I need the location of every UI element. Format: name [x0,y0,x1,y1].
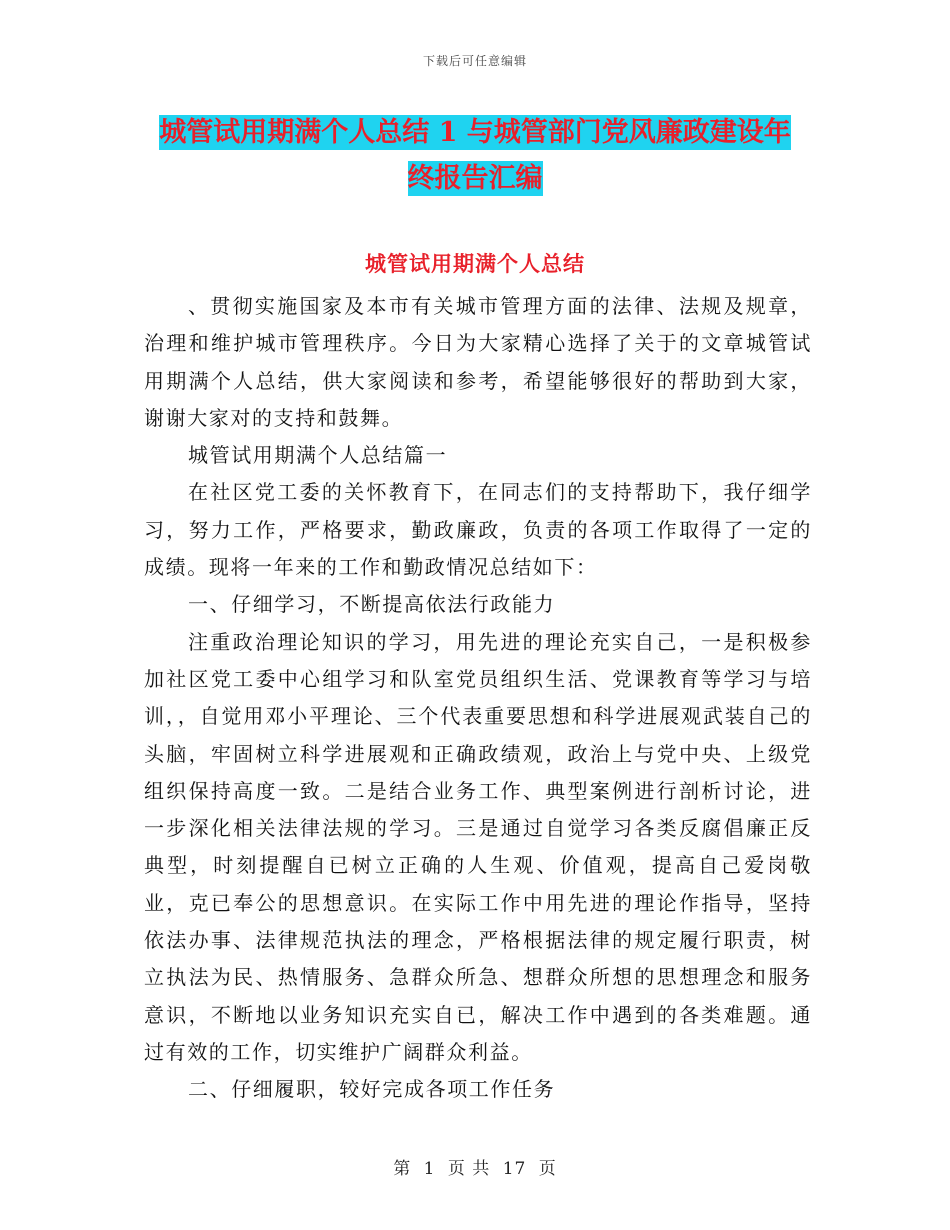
document-body [144,288,812,1109]
footer-middle: 页 共 [447,1159,491,1179]
paragraph-heading-study: 一、仔细学习，不断提高依法行政能力 [188,592,556,617]
paragraph-subheading-part-one: 城管试用期满个人总结篇一 [188,443,448,468]
section-title: 城管试用期满个人总结 [365,251,585,276]
document-title-line-2: 终报告汇编 [407,163,543,194]
page-footer [0,1154,950,1179]
footer-total-pages: 17 [502,1159,527,1179]
paragraph-overview: 在社区党工委的关怀教育下，在同志们的支持帮助下，我仔细学习，努力工作，严格要求，勤政廉政，负责的各项工作取得了一定的成绩。现将一年来的工作和勤政情况总结如下： [144,480,812,580]
document-title [140,110,810,202]
paragraph-study-details: 注重政治理论知识的学习，用先进的理论充实自己，一是积极参加社区党工委中心组学习和队室党员组织生活、党课教育等学习与培训，，自觉用邓小平理论、三个代表重要思想和科学进展观武装自己的头脑，牢固树立科学进展观和正确政绩观，政治上与党中央、上级党组织保持高度一致。二是结合业务工作、典型案例进行剖析讨论，进一步深化相关法律法规的学习。三是通过自觉学习各类反腐倡廉正反典型，时刻提醒自已树立正确的人生观、价值观，提高自己爱岗敬业，克已奉公的思想意识。在实际工作中用先进的理论作指导，坚持依法办事、法律规范执法的理念，严格根据法律的规定履行职责，树立执法为民、热情服务、急群众所急、想群众所想的思想理念和服务意识，不断地以业务知识充实自已，解决工作中遇到的各类难题。通过有效的工作，切实维护广阔群众利益。 [144,629,812,1064]
footer-prefix: 第 [393,1159,412,1179]
document-title-line-1: 城管试用期满个人总结 1 与城管部门党风廉政建设年 [159,117,791,148]
paragraph-intro: 、贯彻实施国家及本市有关城市管理方面的法律、法规及规章，治理和维护城市管理秩序。今日为大家精心选择了关于的文章城管试用期满个人总结，供大家阅读和参考，希望能够很好的帮助到大家，谢谢大家对的支持和鼓舞。 [144,294,812,430]
paragraph-heading-duties: 二、仔细履职，较好完成各项工作任务 [188,1077,556,1102]
footer-suffix: 页 [538,1159,557,1179]
page-header: 下载后可任意编辑 [422,54,527,68]
footer-page-number: 1 [423,1159,436,1179]
